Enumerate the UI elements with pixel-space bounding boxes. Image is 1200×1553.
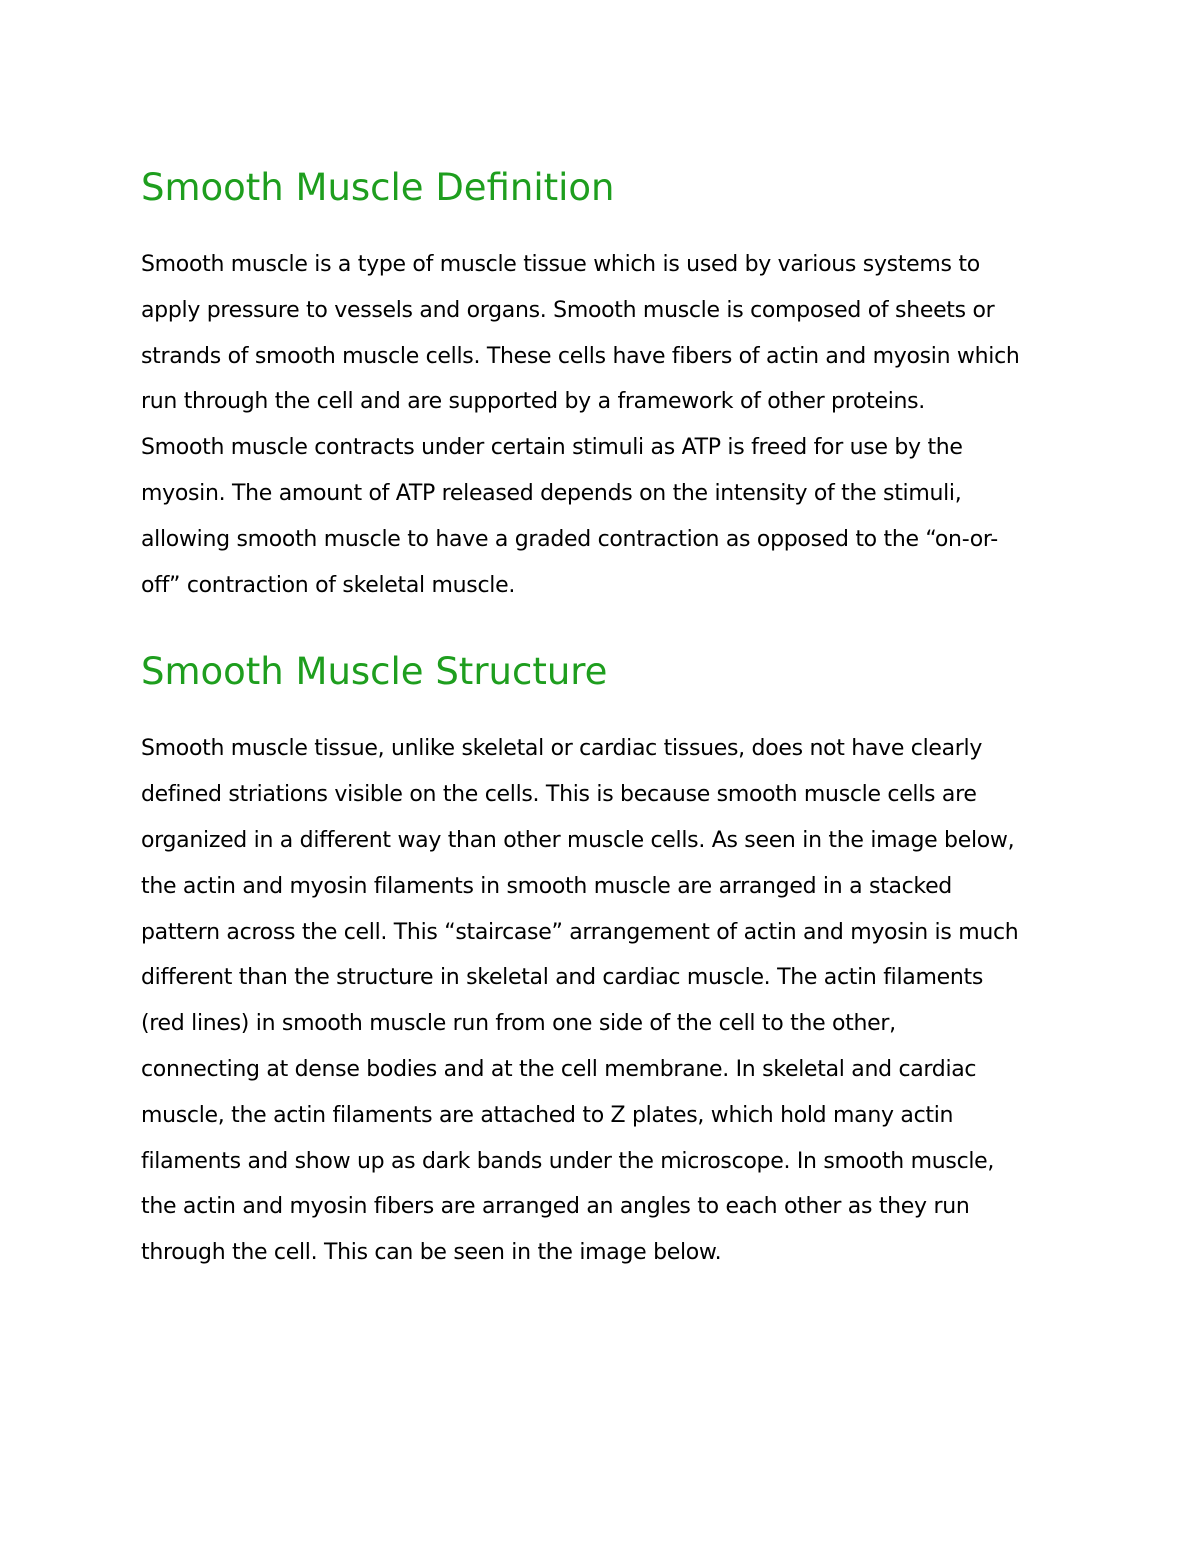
text-line: Smooth muscle tissue, unlike skeletal or cardiac tissues, does not have clearly xyxy=(141,736,983,762)
text-line: connecting at dense bodies and at the cell membrane. In skeletal and cardiac xyxy=(141,1056,977,1082)
paragraph-definition xyxy=(141,242,1071,608)
text-line: allowing smooth muscle to have a graded contraction as opposed to the “on-or- xyxy=(141,526,998,552)
text-line: the actin and myosin fibers are arranged an angles to each other as they run xyxy=(141,1194,970,1220)
text-line: defined striations visible on the cells. This is because smooth muscle cells are xyxy=(141,782,977,808)
text-line: through the cell. This can be seen in the image below. xyxy=(141,1240,722,1266)
text-line: Smooth muscle contracts under certain stimuli as ATP is freed for use by the xyxy=(141,435,963,461)
text-line: filaments and show up as dark bands under the microscope. In smooth muscle, xyxy=(141,1148,995,1174)
text-line: run through the cell and are supported by a framework of other proteins. xyxy=(141,389,926,415)
paragraph-structure xyxy=(141,726,1071,1276)
text-line: strands of smooth muscle cells. These cells have fibers of actin and myosin which xyxy=(141,343,1020,369)
text-line: muscle, the actin filaments are attached to Z plates, which hold many actin xyxy=(141,1102,954,1128)
text-line: (red lines) in smooth muscle run from one side of the cell to the other, xyxy=(141,1011,896,1037)
text-line: different than the structure in skeletal and cardiac muscle. The actin filaments xyxy=(141,965,983,991)
document-content xyxy=(141,160,1071,1276)
text-line: pattern across the cell. This “staircase” arrangement of actin and myosin is much xyxy=(141,919,1019,945)
text-line: apply pressure to vessels and organs. Smooth muscle is composed of sheets or xyxy=(141,297,995,323)
text-line: myosin. The amount of ATP released depends on the intensity of the stimuli, xyxy=(141,480,962,506)
text-line: Smooth muscle is a type of muscle tissue which is used by various systems to xyxy=(141,252,980,277)
text-line: organized in a different way than other muscle cells. As seen in the image below, xyxy=(141,827,1015,853)
text-line: off” contraction of skeletal muscle. xyxy=(141,572,516,598)
text-line: the actin and myosin filaments in smooth muscle are arranged in a stacked xyxy=(141,873,952,899)
heading-smooth-muscle-definition: Smooth Muscle Definition xyxy=(141,166,615,209)
heading-smooth-muscle-structure: Smooth Muscle Structure xyxy=(141,650,608,694)
